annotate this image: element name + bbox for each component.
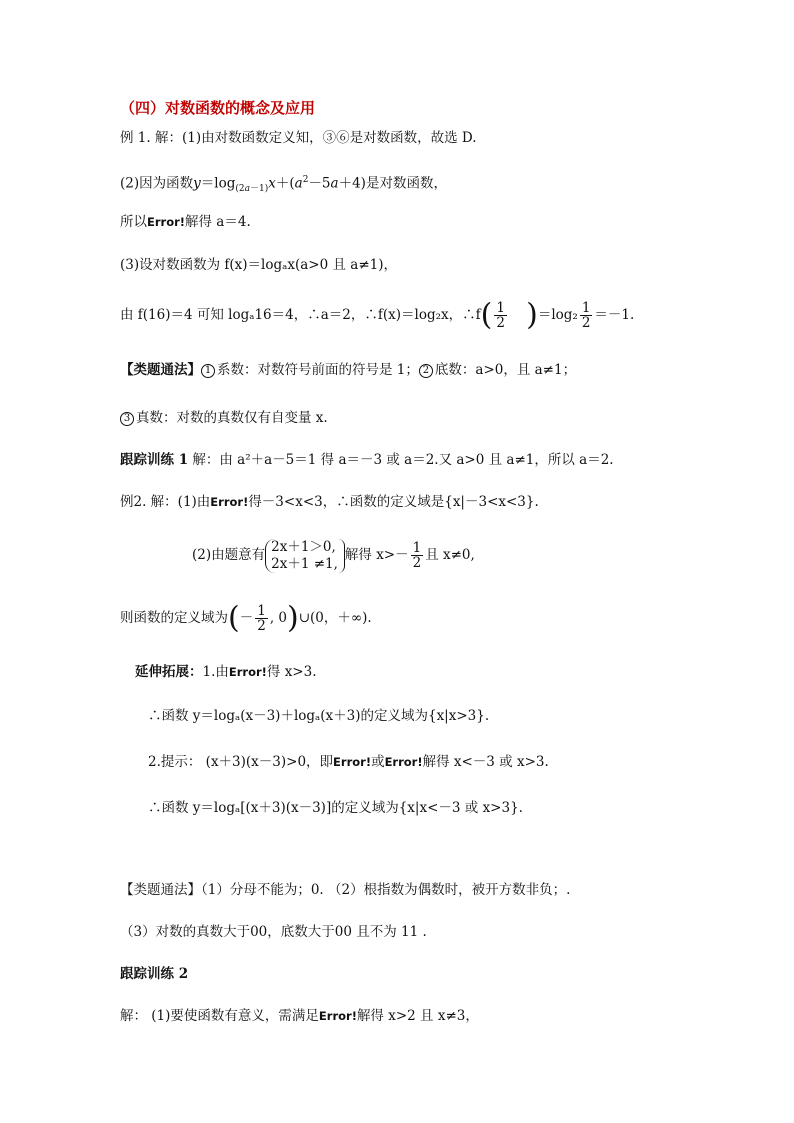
tongfa1-line1: 【类题通法】 1 系数：对数符号前面的符号是 1； 2 底数：a>0，且 a≠1； xyxy=(120,362,577,378)
yanshen-line4: ∴函数 y＝logₐ[(x＋3)(x－3)]的定义域为{x|x<－3 或 x>3}. xyxy=(148,800,523,816)
genzong2-heading: 跟踪训练 2 xyxy=(120,966,189,982)
example1-part3-solution: 由 f(16)＝4 可知 logₐ16＝4，∴a＝2，∴f(x)＝log₂x，∴f( $\frac{1}{2}$ )＝log₂ $\frac{1}{2}$ ＝－1. xyxy=(120,297,635,333)
example2-domain: 则函数的定义域为(－ $\frac{1}{2}$ , 0)∪(0，＋∞). xyxy=(120,600,372,636)
error-marker: Error! xyxy=(228,665,267,679)
section-title: （四）对数函数的概念及应用 xyxy=(120,99,316,117)
tongfa1-line2: 3 真数：对数的真数仅有自变量 x. xyxy=(120,408,328,428)
example2-part1: 例2. 解：(1)由Error!得－3<x<3，∴函数的定义域是{x|－3<x<3}. xyxy=(120,494,539,510)
tongfa2-line1: 【类题通法】（1）分母不能为；0. （2）根指数为偶数时，被开方数非负；. xyxy=(120,882,571,898)
error-marker: Error! xyxy=(384,755,423,769)
yanshen-line1: 延伸拓展：1.由Error!得 x>3. xyxy=(135,664,317,680)
circled-number-icon: 1 xyxy=(201,364,215,378)
genzong1-heading: 跟踪训练 1 xyxy=(120,452,189,468)
circled-number-icon: 3 xyxy=(120,412,134,426)
genzong1: 跟踪训练 1 解：由 a²＋a－5＝1 得 a＝－3 或 a＝2.又 a>0 且 a≠1，所以 a＝2. xyxy=(120,452,614,468)
error-marker: Error! xyxy=(333,755,372,769)
fraction-one-half: $\frac{1}{2}$ xyxy=(257,603,266,634)
tongfa2-heading: 【类题通法】 xyxy=(120,882,201,898)
fraction-one-half: $\frac{1}{2}$ xyxy=(496,300,505,331)
example1-part2-tail: 是对数函数， xyxy=(365,175,447,192)
yanshen-line2: ∴函数 y＝logₐ(x－3)＋logₐ(x＋3)的定义域为{x|x>3}. xyxy=(148,708,490,724)
example1-part2: (2)因为函数$y=\log_{(2a-1)}x+(a^2-5a+4)$是对数函数， xyxy=(120,175,447,195)
error-marker: Error! xyxy=(210,495,249,509)
error-marker: Error! xyxy=(318,1009,357,1023)
tongfa2-line2: （3）对数的真数大于00，底数大于00 且不为 11 . xyxy=(120,924,427,940)
example1-part3: (3)设对数函数为 f(x)＝logₐx(a>0 且 a≠1)， xyxy=(120,257,397,273)
circled-number-icon: 2 xyxy=(419,364,433,378)
fraction-one-half: $\frac{1}{2}$ xyxy=(581,300,591,331)
yanshen-line3: 2.提示： (x＋3)(x－3)>0，即Error!或Error!解得 x<－3 或 x>3. xyxy=(148,754,549,770)
example2-part2: (2)由题意有 2x＋1＞0, 2x＋1 ≠1, 解得 x>－ $\frac{1}{2}$ 且 x≠0, xyxy=(192,538,475,572)
example1-part1: 例 1. 解：(1)由对数函数定义知，③⑥是对数函数，故选 D. xyxy=(120,130,477,146)
tongfa1-heading: 【类题通法】 xyxy=(120,362,201,378)
example1-conclusion: 所以Error!解得 a＝4. xyxy=(120,214,251,230)
example1-part2-lead: (2)因为函数 xyxy=(120,175,194,192)
error-marker: Error! xyxy=(147,215,186,229)
fraction-one-half: $\frac{1}{2}$ xyxy=(412,540,422,571)
inequality-system: 2x＋1＞0, 2x＋1 ≠1, xyxy=(265,539,338,573)
yanshen-heading: 延伸拓展： xyxy=(135,664,203,680)
genzong2-line1: 解： (1)要使函数有意义，需满足Error!解得 x>2 且 x≠3， xyxy=(120,1008,479,1024)
